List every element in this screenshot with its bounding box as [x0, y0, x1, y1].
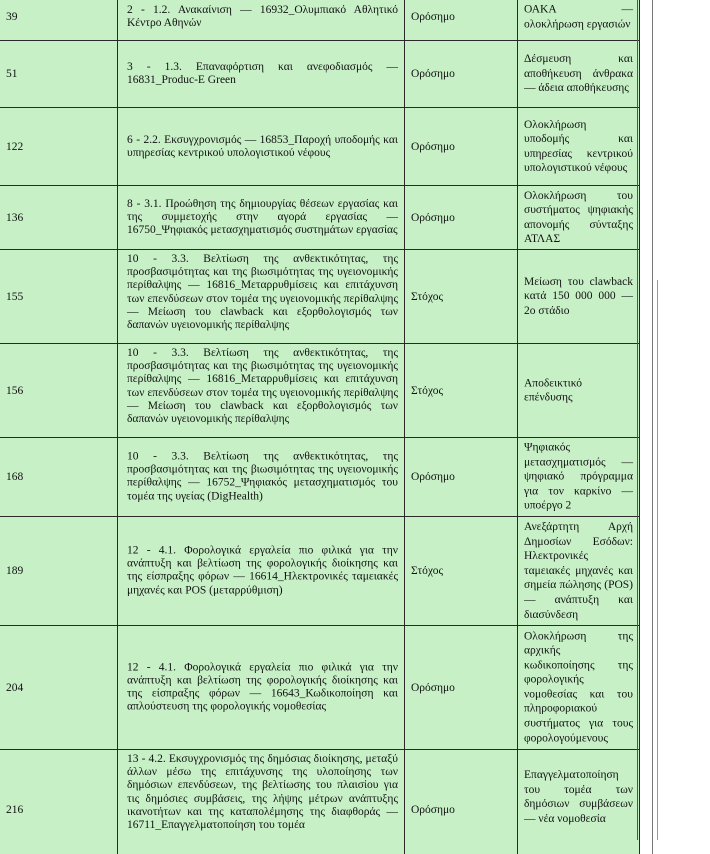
row-number: 189	[6, 565, 24, 577]
table-row	[0, 108, 640, 186]
measure-description: 3 - 1.3. Επαναφόρτιση και ανεφοδιασμός — 16831_Produc-E Green	[127, 60, 398, 86]
milestone-name: Ψηφιακός μετασχηματισμός — ψηφιακό πρόγραμμα για τον καρκίνο — υποέργο 2	[524, 441, 633, 512]
divider	[637, 0, 638, 840]
table-row	[0, 626, 640, 750]
row-number: 156	[6, 384, 24, 397]
measure-description: 13 - 4.2. Εκσυγχρονισμός της δημόσιας διοίκησης, μεταξύ άλλων μέσω της επιτάχυνσης της υλοποίησης των δημόσιων επενδύσεων, της βελτίωσης του πλαισίου για τις δημόσιες συμβάσεις, της λήψης μέτρων ανάπτυξης ικανοτήτων και της καταπολέμησης της διαφθοράς — 16711_Επαγγελματοποίηση του τομέα	[127, 753, 398, 832]
row-number: 155	[6, 290, 24, 303]
milestone-name: ΟΑΚΑ — ολοκλήρωση εργασιών	[524, 3, 633, 30]
row-number: 122	[6, 140, 24, 153]
row-number: 204	[6, 681, 24, 694]
table-row	[0, 0, 640, 41]
milestone-name: Μείωση του clawback κατά 150 000 000 — 2ο στάδιο	[524, 275, 633, 317]
measure-description: 2 - 1.2. Ανακαίνιση — 16932_Ολυμπιακό Αθλητικό Κέντρο Αθηνών	[127, 3, 398, 29]
measure-description: 12 - 4.1. Φορολογικά εργαλεία πιο φιλικά για την ανάπτυξη και βελτίωση της φορολογικής διοίκησης και της είσπραξης φόρων — 16614_Ηλεκτρονικές ταμειακές μηχανές και POS (μεταρρύθμιση)	[127, 544, 398, 597]
measure-description: 10 - 3.3. Βελτίωση της ανθεκτικότητας, της προσβασιμότητας και της βιωσιμότητας της υγειονομικής περίθαλψης — 16752_Ψηφιακός μετασχηματισμός του τομέα της υγείας (DigHealth)	[127, 450, 398, 503]
table-row	[0, 41, 640, 108]
milestone-name: Επαγγελματοποίηση του τομέα των δημόσιων συμβάσεων — νέα νομοθεσία	[524, 769, 633, 825]
divider	[657, 280, 658, 840]
milestone-type: Στόχος	[411, 384, 444, 397]
row-number: 216	[6, 804, 24, 816]
milestone-type: Ορόσημο	[411, 681, 455, 694]
milestone-type: Στόχος	[411, 565, 444, 577]
row-number: 136	[6, 211, 24, 224]
row-number: 51	[6, 68, 18, 80]
measure-description: 12 - 4.1. Φορολογικά εργαλεία πιο φιλικά για την ανάπτυξη και βελτίωση της φορολογικής διοίκησης και της είσπραξης φόρων — 16643_Κωδικοποίηση και απλούστευση της φορολογικής νομοθεσίας	[127, 661, 398, 713]
milestone-name: Ανεξάρτητη Αρχή Δημοσίων Εσόδων: Ηλεκτρονικές ταμειακές μηχανές και σημεία πώλησης (POS) — ανάπτυξη και διασύνδεση	[524, 520, 633, 621]
milestone-type: Ορόσημο	[411, 11, 455, 23]
divider	[652, 0, 653, 854]
table-row	[0, 517, 640, 626]
milestone-name: Ολοκλήρωση υποδομής και υπηρεσίας κεντρικού υπολογιστικού νέφους	[524, 118, 633, 175]
milestone-type: Ορόσημο	[411, 804, 455, 816]
measure-description: 10 - 3.3. Βελτίωση της ανθεκτικότητας, της προσβασιμότητας και της βιωσιμότητας της υγειονομικής περίθαλψης — 16816_Μεταρρυθμίσεις και επιτάχυνση των επενδύσεων στον τομέα της υγειονομικής περίθαλψης — Μείωση του clawback και εξορθολογισμός των δαπανών υγειονομικής περίθαλψης	[127, 347, 398, 426]
clipped-column-fragment	[640, 0, 710, 854]
table-row	[0, 344, 640, 438]
milestone-type: Στόχος	[411, 290, 444, 303]
milestone-name: Αποδεικτικό επένδυσης	[524, 376, 583, 404]
table-row	[0, 186, 640, 250]
milestone-type: Ορόσημο	[411, 471, 455, 483]
row-number: 39	[6, 11, 18, 23]
table-row	[0, 438, 640, 517]
table-row	[0, 750, 640, 854]
table-row	[0, 250, 640, 344]
milestone-type: Ορόσημο	[411, 140, 455, 153]
measure-description: 6 - 2.2. Εκσυγχρονισμός — 16853_Παροχή υποδομής και υπηρεσίας κεντρικού υπολογιστικού νέφους	[127, 133, 398, 159]
measure-description: 8 - 3.1. Προώθηση της δημιουργίας θέσεων εργασίας και της συμμετοχής στην αγορά εργασίας — 16750_Ψηφιακός μετασχηματισμός συστημάτων εργασίας	[127, 197, 398, 237]
milestone-name: Ολοκλήρωση του συστήματος ψηφιακής απονομής σύνταξης ΑΤΛΑΣ	[524, 189, 633, 246]
milestone-type: Ορόσημο	[411, 211, 455, 224]
milestone-type: Ορόσημο	[411, 68, 455, 80]
milestone-name: Δέσμευση και αποθήκευση άνθρακα — άδεια αποθήκευσης	[524, 53, 633, 95]
measure-description: 10 - 3.3. Βελτίωση της ανθεκτικότητας, της προσβασιμότητας και της βιωσιμότητας της υγειονομικής περίθαλψης — 16816_Μεταρρυθμίσεις και επιτάχυνση των επενδύσεων στον τομέα της υγειονομικής περίθαλψης — Μείωση του clawback και εξορθολογισμός των δαπανών υγειονομικής περίθαλψης	[127, 253, 398, 332]
row-number: 168	[6, 471, 24, 483]
milestone-name: Ολοκλήρωση της αρχικής κωδικοποίησης της φορολογικής νομοθεσίας και του πληροφοριακού συστήματος για τους φορολογούμενους	[524, 630, 633, 745]
